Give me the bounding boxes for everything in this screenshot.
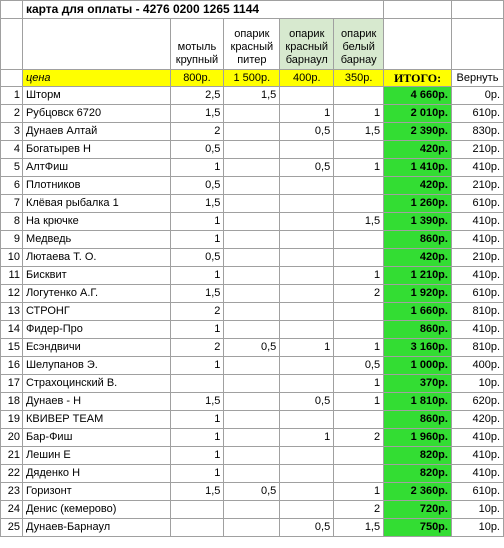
qty-c4[interactable]: 2 — [334, 501, 384, 519]
qty-c1[interactable]: 1,5 — [170, 483, 224, 501]
qty-c3[interactable] — [280, 483, 334, 501]
row-total[interactable]: 3 160р. — [384, 339, 452, 357]
row-total[interactable]: 2 390р. — [384, 123, 452, 141]
row-refund[interactable]: 410р. — [451, 321, 503, 339]
row-number[interactable]: 12 — [1, 285, 23, 303]
client-name[interactable]: Горизонт — [22, 483, 170, 501]
table-row — [1, 87, 504, 105]
price-row — [1, 70, 504, 87]
row-number[interactable]: 23 — [1, 483, 23, 501]
qty-c2[interactable] — [224, 303, 280, 321]
row-number[interactable]: 3 — [1, 123, 23, 141]
table-row — [1, 411, 504, 429]
qty-c1[interactable]: 1 — [170, 321, 224, 339]
table-row — [1, 519, 504, 537]
qty-c4[interactable]: 1,5 — [334, 123, 384, 141]
table-row — [1, 357, 504, 375]
client-name[interactable]: Страхоцинский В. — [22, 375, 170, 393]
client-name[interactable]: Дунаев-Барнаул — [22, 519, 170, 537]
qty-c1[interactable]: 0,5 — [170, 141, 224, 159]
client-name[interactable]: Богатырев Н — [22, 141, 170, 159]
qty-c1[interactable] — [170, 501, 224, 519]
row-total[interactable]: 750р. — [384, 519, 452, 537]
qty-c1[interactable]: 1 — [170, 465, 224, 483]
price-c3[interactable]: 400р. — [280, 70, 334, 87]
client-name[interactable]: Денис (кемерово) — [22, 501, 170, 519]
client-name[interactable]: Медведь — [22, 231, 170, 249]
row-total[interactable]: 2 360р. — [384, 483, 452, 501]
row-refund[interactable]: 830р. — [451, 123, 503, 141]
qty-c3[interactable] — [280, 411, 334, 429]
qty-c2[interactable] — [224, 195, 280, 213]
row-total[interactable]: 1 000р. — [384, 357, 452, 375]
client-name[interactable]: Клёвая рыбалка 1 — [22, 195, 170, 213]
sheet-title[interactable]: карта для оплаты - 4276 0200 1265 1144 — [22, 1, 383, 19]
table-row — [1, 159, 504, 177]
qty-c3[interactable] — [280, 249, 334, 267]
table-row — [1, 267, 504, 285]
qty-c4[interactable]: 1 — [334, 267, 384, 285]
row-number[interactable]: 15 — [1, 339, 23, 357]
row-refund[interactable]: 10р. — [451, 375, 503, 393]
qty-c1[interactable]: 1 — [170, 159, 224, 177]
qty-c3[interactable] — [280, 141, 334, 159]
client-name[interactable]: Логутенко А.Г. — [22, 285, 170, 303]
row-number[interactable]: 11 — [1, 267, 23, 285]
row-total[interactable]: 860р. — [384, 321, 452, 339]
table-row — [1, 303, 504, 321]
qty-c2[interactable] — [224, 285, 280, 303]
qty-c1[interactable]: 1 — [170, 231, 224, 249]
qty-c2[interactable] — [224, 249, 280, 267]
qty-c2[interactable] — [224, 321, 280, 339]
row-number[interactable]: 4 — [1, 141, 23, 159]
qty-c4[interactable]: 1 — [334, 483, 384, 501]
table-row — [1, 375, 504, 393]
client-name[interactable]: Дунаев Алтай — [22, 123, 170, 141]
client-name[interactable]: Лютаева Т. О. — [22, 249, 170, 267]
row-refund[interactable]: 410р. — [451, 465, 503, 483]
row-refund[interactable]: 410р. — [451, 267, 503, 285]
client-name[interactable]: Бар-Фиш — [22, 429, 170, 447]
table-row — [1, 447, 504, 465]
qty-c4[interactable] — [334, 231, 384, 249]
qty-c3[interactable]: 1 — [280, 429, 334, 447]
qty-c1[interactable]: 0,5 — [170, 249, 224, 267]
qty-c2[interactable] — [224, 429, 280, 447]
qty-c1[interactable]: 1 — [170, 213, 224, 231]
qty-c3[interactable] — [280, 465, 334, 483]
qty-c1[interactable]: 1 — [170, 429, 224, 447]
qty-c3[interactable]: 0,5 — [280, 519, 334, 537]
qty-c2[interactable]: 1,5 — [224, 87, 280, 105]
table-row — [1, 429, 504, 447]
qty-c3[interactable] — [280, 501, 334, 519]
qty-c1[interactable]: 2 — [170, 339, 224, 357]
row-total[interactable]: 1 810р. — [384, 393, 452, 411]
qty-c4[interactable]: 0,5 — [334, 357, 384, 375]
row-number[interactable]: 9 — [1, 231, 23, 249]
row-number[interactable]: 6 — [1, 177, 23, 195]
client-name[interactable]: Рубцовск 6720 — [22, 105, 170, 123]
qty-c3[interactable] — [280, 447, 334, 465]
client-name[interactable]: Шелупанов Э. — [22, 357, 170, 375]
qty-c3[interactable] — [280, 177, 334, 195]
qty-c4[interactable] — [334, 465, 384, 483]
qty-c2[interactable] — [224, 375, 280, 393]
client-name[interactable]: Плотников — [22, 177, 170, 195]
row-number[interactable]: 20 — [1, 429, 23, 447]
row-number[interactable]: 7 — [1, 195, 23, 213]
client-name[interactable]: На крючке — [22, 213, 170, 231]
qty-c2[interactable]: 0,5 — [224, 483, 280, 501]
client-name[interactable]: Лешин Е — [22, 447, 170, 465]
row-number[interactable]: 5 — [1, 159, 23, 177]
table-row — [1, 177, 504, 195]
client-name[interactable]: СТРОНГ — [22, 303, 170, 321]
empty-cell[interactable] — [22, 19, 170, 70]
header-row — [1, 19, 504, 70]
header-c3[interactable]: опарик красный барнаул — [280, 19, 334, 70]
client-name[interactable]: КВИВЕР TEAM — [22, 411, 170, 429]
row-total[interactable]: 860р. — [384, 411, 452, 429]
qty-c2[interactable] — [224, 213, 280, 231]
row-refund[interactable]: 410р. — [451, 213, 503, 231]
table-row — [1, 393, 504, 411]
table-row — [1, 213, 504, 231]
header-c4[interactable]: опарик белый барнау — [334, 19, 384, 70]
table-row — [1, 465, 504, 483]
qty-c4[interactable]: 1 — [334, 159, 384, 177]
row-total[interactable]: 1 960р. — [384, 429, 452, 447]
row-refund[interactable]: 410р. — [451, 429, 503, 447]
header-c2[interactable]: опарик красный питер — [224, 19, 280, 70]
row-total[interactable]: 420р. — [384, 177, 452, 195]
qty-c1[interactable] — [170, 519, 224, 537]
row-refund[interactable]: 0р. — [451, 87, 503, 105]
qty-c2[interactable] — [224, 159, 280, 177]
qty-c4[interactable] — [334, 411, 384, 429]
qty-c4[interactable] — [334, 447, 384, 465]
qty-c4[interactable]: 1 — [334, 105, 384, 123]
qty-c2[interactable]: 0,5 — [224, 339, 280, 357]
table-row — [1, 249, 504, 267]
row-total[interactable]: 1 920р. — [384, 285, 452, 303]
table-row — [1, 105, 504, 123]
qty-c2[interactable] — [224, 177, 280, 195]
qty-c3[interactable] — [280, 375, 334, 393]
row-number[interactable]: 13 — [1, 303, 23, 321]
qty-c4[interactable] — [334, 303, 384, 321]
qty-c2[interactable] — [224, 501, 280, 519]
qty-c3[interactable]: 0,5 — [280, 123, 334, 141]
row-refund[interactable]: 810р. — [451, 339, 503, 357]
empty-cell[interactable] — [384, 19, 452, 70]
row-number[interactable]: 25 — [1, 519, 23, 537]
qty-c2[interactable] — [224, 231, 280, 249]
qty-c3[interactable] — [280, 231, 334, 249]
qty-c1[interactable]: 1,5 — [170, 105, 224, 123]
empty-cell[interactable] — [451, 1, 503, 19]
corner-cell[interactable] — [1, 1, 23, 19]
row-refund[interactable]: 810р. — [451, 303, 503, 321]
total-header[interactable]: ИТОГО: — [384, 70, 452, 87]
qty-c2[interactable] — [224, 393, 280, 411]
qty-c1[interactable]: 1,5 — [170, 195, 224, 213]
row-refund[interactable]: 210р. — [451, 177, 503, 195]
row-total[interactable]: 820р. — [384, 447, 452, 465]
row-refund[interactable]: 610р. — [451, 285, 503, 303]
row-total[interactable]: 370р. — [384, 375, 452, 393]
qty-c1[interactable]: 2 — [170, 123, 224, 141]
qty-c1[interactable]: 1 — [170, 411, 224, 429]
row-number[interactable]: 24 — [1, 501, 23, 519]
qty-c3[interactable] — [280, 267, 334, 285]
qty-c2[interactable] — [224, 357, 280, 375]
row-total[interactable]: 860р. — [384, 231, 452, 249]
qty-c4[interactable] — [334, 87, 384, 105]
qty-c2[interactable] — [224, 465, 280, 483]
row-refund[interactable]: 210р. — [451, 141, 503, 159]
row-refund[interactable]: 420р. — [451, 411, 503, 429]
qty-c3[interactable] — [280, 87, 334, 105]
row-total[interactable]: 420р. — [384, 141, 452, 159]
row-total[interactable]: 420р. — [384, 249, 452, 267]
qty-c3[interactable] — [280, 213, 334, 231]
row-number[interactable]: 21 — [1, 447, 23, 465]
client-name[interactable]: Дунаев - Н — [22, 393, 170, 411]
qty-c4[interactable]: 1,5 — [334, 213, 384, 231]
qty-c3[interactable]: 1 — [280, 105, 334, 123]
header-c1[interactable]: мотыль крупный — [170, 19, 224, 70]
client-name[interactable]: Фидер-Про — [22, 321, 170, 339]
row-total[interactable]: 4 660р. — [384, 87, 452, 105]
row-number[interactable]: 1 — [1, 87, 23, 105]
row-number[interactable]: 22 — [1, 465, 23, 483]
qty-c3[interactable]: 1 — [280, 339, 334, 357]
row-number[interactable]: 14 — [1, 321, 23, 339]
row-refund[interactable]: 610р. — [451, 483, 503, 501]
empty-cell[interactable] — [1, 19, 23, 70]
row-number[interactable]: 16 — [1, 357, 23, 375]
qty-c4[interactable] — [334, 177, 384, 195]
row-number[interactable]: 10 — [1, 249, 23, 267]
qty-c3[interactable] — [280, 321, 334, 339]
price-c1[interactable]: 800р. — [170, 70, 224, 87]
qty-c1[interactable]: 0,5 — [170, 177, 224, 195]
qty-c2[interactable] — [224, 123, 280, 141]
price-c2[interactable]: 1 500р. — [224, 70, 280, 87]
qty-c4[interactable]: 1 — [334, 375, 384, 393]
row-refund[interactable]: 10р. — [451, 519, 503, 537]
row-number[interactable]: 8 — [1, 213, 23, 231]
row-total[interactable]: 1 410р. — [384, 159, 452, 177]
row-total[interactable]: 720р. — [384, 501, 452, 519]
row-total[interactable]: 1 210р. — [384, 267, 452, 285]
row-total[interactable]: 1 660р. — [384, 303, 452, 321]
client-name[interactable]: Дяденко Н — [22, 465, 170, 483]
qty-c2[interactable] — [224, 105, 280, 123]
client-name[interactable]: Бисквит — [22, 267, 170, 285]
qty-c3[interactable]: 0,5 — [280, 159, 334, 177]
row-refund[interactable]: 610р. — [451, 195, 503, 213]
table-row — [1, 339, 504, 357]
empty-cell[interactable] — [384, 1, 452, 19]
table-row — [1, 483, 504, 501]
qty-c3[interactable]: 0,5 — [280, 393, 334, 411]
table-row — [1, 321, 504, 339]
qty-c1[interactable] — [170, 375, 224, 393]
qty-c2[interactable] — [224, 141, 280, 159]
qty-c4[interactable]: 1,5 — [334, 519, 384, 537]
row-total[interactable]: 2 010р. — [384, 105, 452, 123]
empty-cell[interactable] — [1, 70, 23, 87]
client-name[interactable]: Есэндвичи — [22, 339, 170, 357]
qty-c4[interactable]: 1 — [334, 339, 384, 357]
qty-c3[interactable] — [280, 195, 334, 213]
row-total[interactable]: 1 260р. — [384, 195, 452, 213]
row-total[interactable]: 1 390р. — [384, 213, 452, 231]
row-number[interactable]: 17 — [1, 375, 23, 393]
table-row — [1, 285, 504, 303]
client-name[interactable]: Шторм — [22, 87, 170, 105]
qty-c1[interactable]: 2 — [170, 303, 224, 321]
price-c4[interactable]: 350р. — [334, 70, 384, 87]
table-row — [1, 231, 504, 249]
row-refund[interactable]: 400р. — [451, 357, 503, 375]
qty-c1[interactable]: 1,5 — [170, 285, 224, 303]
qty-c1[interactable]: 1 — [170, 447, 224, 465]
qty-c3[interactable] — [280, 357, 334, 375]
row-number[interactable]: 19 — [1, 411, 23, 429]
row-refund[interactable]: 10р. — [451, 501, 503, 519]
row-refund[interactable]: 410р. — [451, 159, 503, 177]
client-name[interactable]: АлтФиш — [22, 159, 170, 177]
qty-c2[interactable] — [224, 519, 280, 537]
empty-cell[interactable] — [451, 19, 503, 70]
qty-c4[interactable] — [334, 321, 384, 339]
table-row — [1, 123, 504, 141]
qty-c3[interactable] — [280, 303, 334, 321]
qty-c1[interactable]: 2,5 — [170, 87, 224, 105]
qty-c4[interactable] — [334, 249, 384, 267]
row-refund[interactable]: 610р. — [451, 105, 503, 123]
qty-c2[interactable] — [224, 447, 280, 465]
qty-c4[interactable]: 1 — [334, 393, 384, 411]
qty-c4[interactable]: 2 — [334, 429, 384, 447]
qty-c4[interactable] — [334, 195, 384, 213]
table-row — [1, 501, 504, 519]
row-number[interactable]: 2 — [1, 105, 23, 123]
title-row — [1, 1, 504, 19]
refund-header[interactable]: Вернуть — [451, 70, 503, 87]
row-total[interactable]: 820р. — [384, 465, 452, 483]
row-refund[interactable]: 210р. — [451, 249, 503, 267]
qty-c2[interactable] — [224, 411, 280, 429]
row-number[interactable]: 18 — [1, 393, 23, 411]
row-refund[interactable]: 410р. — [451, 447, 503, 465]
price-label[interactable]: цена — [22, 70, 170, 87]
row-refund[interactable]: 620р. — [451, 393, 503, 411]
qty-c4[interactable]: 2 — [334, 285, 384, 303]
row-refund[interactable]: 410р. — [451, 231, 503, 249]
qty-c2[interactable] — [224, 267, 280, 285]
qty-c3[interactable] — [280, 285, 334, 303]
qty-c4[interactable] — [334, 141, 384, 159]
qty-c1[interactable]: 1 — [170, 267, 224, 285]
qty-c1[interactable]: 1 — [170, 357, 224, 375]
qty-c1[interactable]: 1,5 — [170, 393, 224, 411]
table-row — [1, 141, 504, 159]
table-row — [1, 195, 504, 213]
